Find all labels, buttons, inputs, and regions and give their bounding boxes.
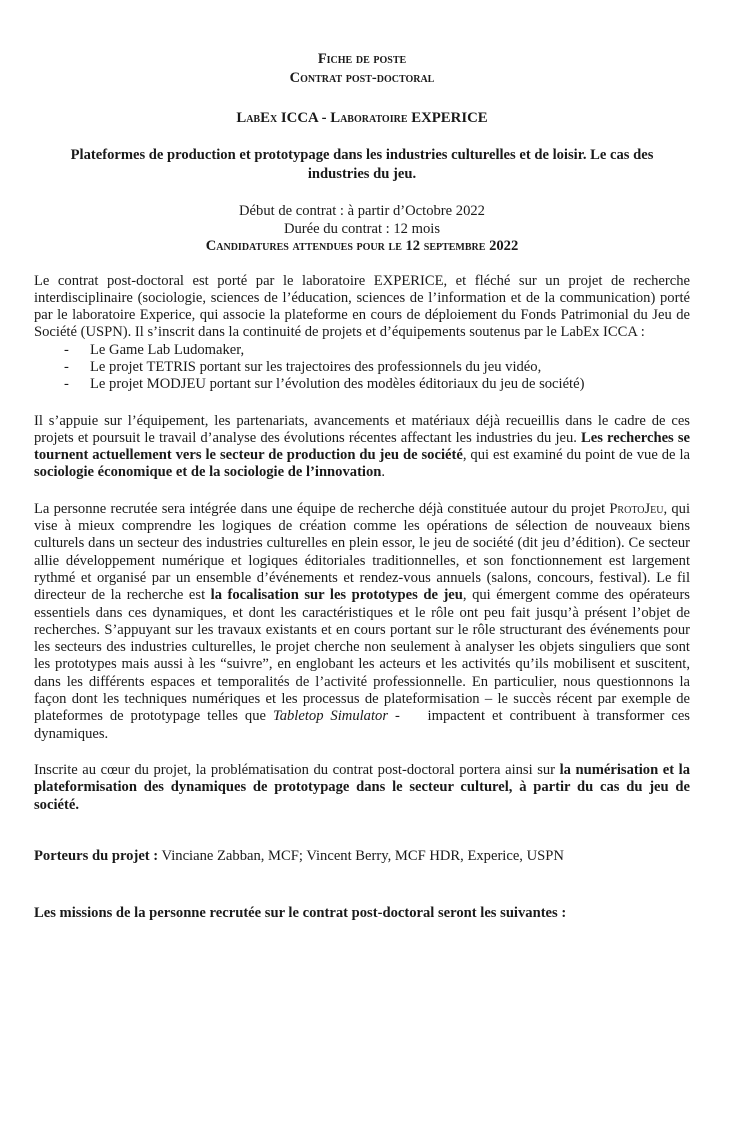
- contract-dates: [34, 203, 690, 256]
- paragraph-context-text: Le contrat post-doctoral est porté par le laboratoire EXPERICE, et fléché sur un projet de recherche interdisciplinaire (sociologie, sciences de l’éducation, sciences de l’information et de la communication) porté par le laboratoire Experice, qui associe la plateforme en cours de déploiement du Fonds Patrimonial du Jeu de Société (USPN). Il s’inscrit dans la continuité de projets et d’équipements soutenus par le LabEx ICCA :: [34, 272, 690, 341]
- projects-list: [34, 342, 690, 394]
- start-date: Début de contrat : à partir d’Octobre 2022: [239, 203, 485, 219]
- project-leaders: [34, 848, 690, 865]
- paragraph-problematic: [34, 762, 690, 814]
- text-span: , qui émergent comme des opérateurs essentiels dans ces dynamiques, et dont les caractéristiques et le rôle ont peu fait jusqu’à présent l’objet de recherches. S’appuyant sur les travaux existants et en cours portant sur le rôle structurant des événements pour les secteurs des industries culturelles, le projet cherche non seulement à analyser les objets singuliers que sont les prototypes mais aussi à les “suivre”, en englobant les acteurs et les activités qu’ils mobilisent et suscitent, dans les différents espaces et temporalités de l’activité professionnelle. En particulier, nous questionnons la façon dont les techniques numériques et les processus de plateformisation – le succès récent par exemple de plateformes de prototypage telles que: [34, 587, 690, 725]
- italic-span: Tabletop Simulator: [272, 708, 388, 725]
- list-item: - Le projet MODJEU portant sur l’évolution des modèles éditoriaux du jeu de société): [64, 376, 690, 393]
- list-item: - Le projet TETRIS portant sur les trajectoires des professionnels du jeu vidéo,: [64, 359, 690, 376]
- document-page: [34, 50, 694, 922]
- bold-span: la numérisation et la plateformisation des dynamiques de prototypage dans le secteur culturel, à partir du cas du jeu de société.: [34, 761, 690, 813]
- contract-type-heading: Contrat post-doctoral: [289, 70, 435, 86]
- bold-span: sociologie économique et de la sociologie de l’innovation: [34, 464, 382, 481]
- project-leaders-names: Vinciane Zabban, MCF; Vincent Berry, MCF HDR, Experice, USPN: [158, 847, 564, 864]
- position-title: Plateformes de production et prototypage dans les industries culturelles et de loisir. Le cas des industries du jeu.: [70, 147, 654, 182]
- text-span: , qui vise à mieux comprendre les logiques de création comme les opérations de sélection de nouveaux biens culturels dans un secteur des industries culturelles en plein essor, le jeu de société (dit jeu d’édition). Ce secteur allie développement numérique et logiques éditoriales traditionnelles, et son fonctionnement est largement rythmé et organisé par un ensemble d’événements et rendez-vous annuels (salons, concours, festival). Le fil directeur de la recherche est: [34, 500, 690, 604]
- contract-duration: Durée du contrat : 12 mois: [283, 220, 441, 237]
- bold-span: Les recherches se tournent actuellement vers le secteur de production du jeu de société: [34, 429, 690, 464]
- text-span: , qui est examiné du point de vue de la: [462, 447, 690, 464]
- application-deadline: Candidatures attendues pour le 12 septembre 2022: [205, 238, 519, 254]
- paragraph-research-focus: [34, 413, 690, 482]
- project-name: ProtoJeu: [609, 500, 664, 517]
- text-span: .: [381, 464, 386, 481]
- bold-span: la focalisation sur les prototypes de jeu: [210, 587, 463, 604]
- text-span: Il s’appuie sur l’équipement, les partenariats, avancements et matériaux déjà recueillis dans le cadre de ces projets et poursuit le travail d’analyse des évolutions récentes affectant les industries du jeu.: [34, 412, 690, 446]
- doc-type-heading: Fiche de poste: [317, 51, 407, 67]
- text-span: - impactent et contribuent à transformer ces dynamiques.: [34, 708, 694, 742]
- lab-heading: LabEx ICCA - Laboratoire EXPERICE: [236, 110, 488, 126]
- list-item: - Le Game Lab Ludomaker,: [64, 342, 690, 359]
- text-span: Inscrite au cœur du projet, la problématisation du contrat post-doctoral portera ainsi sur: [34, 761, 560, 778]
- paragraph-context: [34, 273, 690, 394]
- text-span: La personne recrutée sera intégrée dans une équipe de recherche déjà constituée autour du projet: [34, 500, 610, 517]
- paragraph-team: [34, 500, 694, 743]
- project-leaders-label: Porteurs du projet :: [34, 847, 159, 864]
- missions-heading: Les missions de la personne recrutée sur le contrat post-doctoral seront les suivantes :: [34, 905, 567, 922]
